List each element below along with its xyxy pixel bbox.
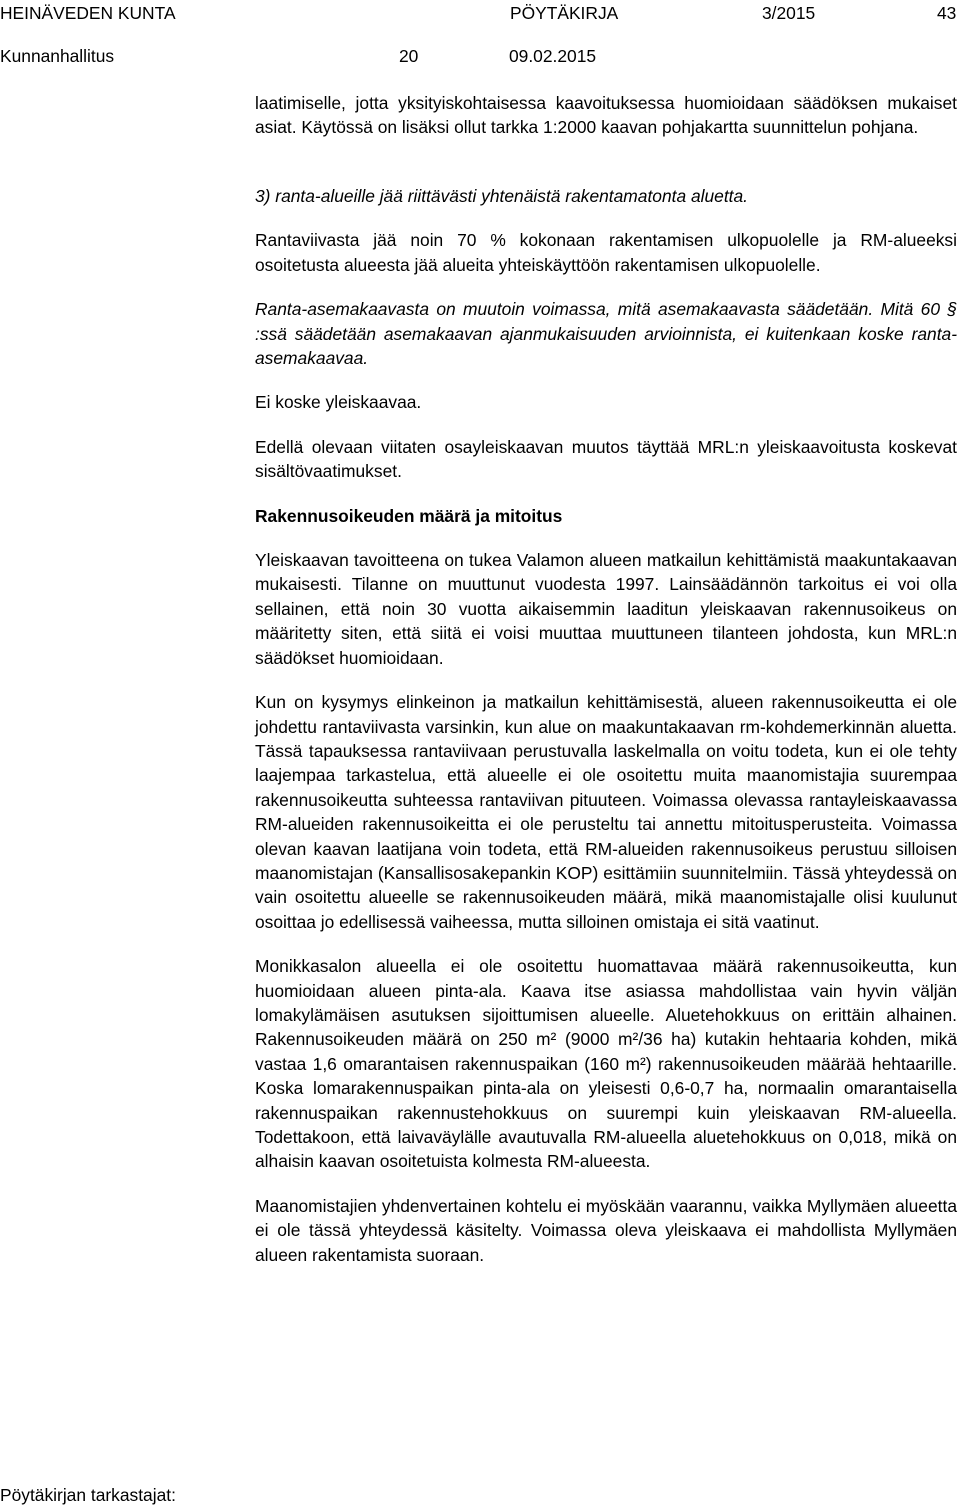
paragraph-shoreline: Rantaviivasta jää noin 70 % kokonaan rakentamisen ulkopuolelle ja RM-alueeksi osoitetusta alueesta jää alueita yhteiskäyttöön rakentamisen ulkopuolelle.	[255, 230, 957, 275]
paragraph-objective: Yleiskaavan tavoitteena on tukea Valamon alueen matkailun kehittämistä maakuntakaavan mukaisesti. Tilanne on muuttunut vuodesta 1997. Lainsäädännön tarkoitus ei voi olla sellainen, että noin 30 vuotta aikaisemmin laaditun yleiskaavan rakennusoikeus on määritetty siten, että siitä ei voisi muuttaa muuttuneen tilanteen johdosta, kun MRL:n säädökset huomioidaan.	[255, 550, 957, 668]
paragraph-business: Kun on kysymys elinkeinon ja matkailun kehittämisestä, alueen rakennusoikeutta ei ole johdettu rantaviivasta varsinkin, kun alue on maakuntakaavan rm-kohdemerkinnän aluetta. Tässä tapauksessa rantaviivaan perustuvalla laskelmalla on voitu todeta, kun ei ole tehty laajempaa tarkastelua, että alueelle ei ole osoitettu muita maanomistajia suurempaa rakennusoikeutta suhteessa rantaviivan pituuteen. Voimassa olevassa rantayleiskaavassa RM-alueiden rakennusoikeitta ei ole perusteltu tai annettu mitoitusperusteita. Voimassa olevan kaavan laatijana voin todeta, että RM-alueiden rakennusoikeus perustuu silloisen maanomistajan (Kansallisosakepankin KOP) esittämiin suunnitelmiin. Tässä yhteydessä on vain osoitettu alueelle se rakennusoikeuden määrä, mikä maanomistajalle olisi kuulunut osoittaa jo edellisessä vaiheessa, mutta silloinen omistaja ei sitä vaatinut.	[255, 692, 957, 932]
paragraph-landowners: Maanomistajien yhdenvertainen kohtelu ei myöskään vaarannu, vaikka Myllymäen alueetta ei ole tässä yhteydessä käsitelty. Voimassa oleva yleiskaava ei mahdollista Myllymäen alueen rakentamista suoraan.	[255, 1195, 957, 1265]
document-body	[255, 91, 957, 1267]
paragraph-intro: laatimiselle, jotta yksityiskohtaisessa kaavoituksessa huomioidaan säädöksen mukaiset asiat. Käytössä on lisäksi ollut tarkka 1:2000 kaavan pohjakartta suunnittelun pohjana.	[255, 93, 957, 138]
paragraph-item-3: 3) ranta-alueille jää riittävästi yhtenäistä rakentamatonta aluetta.	[255, 186, 749, 206]
municipality-name: HEINÄVEDEN KUNTA	[0, 3, 176, 23]
footer-inspectors-label: Pöytäkirjan tarkastajat:	[0, 1485, 176, 1505]
page-number: 43	[937, 3, 957, 23]
paragraph-yleiskaava: Ei koske yleiskaavaa.	[255, 392, 422, 413]
meeting-date: 09.02.2015	[509, 46, 597, 66]
section-number: 20	[399, 46, 419, 66]
document-number: 3/2015	[762, 3, 816, 23]
section-heading: Rakennusoikeuden määrä ja mitoitus	[255, 505, 563, 526]
governing-body: Kunnanhallitus	[0, 46, 115, 66]
paragraph-ranta-asemakaava: Ranta-asemakaavasta on muutoin voimassa, mitä asemakaavasta säädetään. Mitä 60 § :ssä säädetään asemakaavan ajanmukaisuuden arvioinnista, ei kuitenkaan koske ranta-asemakaavaa.	[255, 299, 957, 369]
document-type: PÖYTÄKIRJA	[510, 3, 619, 23]
paragraph-monikkasalo: Monikkasalon alueella ei ole osoitettu huomattavaa määrä rakennusoikeutta, kun huomioidaan alueen pinta-ala. Kaava itse asiassa mahdollistaa vain hyvin väljän lomakylämäisen asutuksen sijoittumisen alueelle. Aluetehokkuus on erittäin alhainen. Rakennusoikeuden määrä on 250 m² (9000 m²/36 ha) kutakin hehtaaria kohden, mikä vastaa 1,6 omarantaisen rakennuspaikan (160 m²) rakennusoikeuden määrää hehtaarille. Koska lomarakennuspaikan pinta-ala on yleisesti 0,6-0,7 ha, normaalin omarantaisella rakennuspaikan rakennustehokkuus on suurempi kuin yleiskaavan RM-alueella. Todettakoon, että laivaväylälle avautuvalla RM-alueella aluetehokkuus on 0,018, mikä on alhaisin kaavan osoitetuista kolmesta RM-alueesta.	[255, 956, 957, 1172]
paragraph-requirements: Edellä olevaan viitaten osayleiskaavan muutos täyttää MRL:n yleiskaavoitusta koskevat sisältövaatimukset.	[255, 436, 957, 482]
